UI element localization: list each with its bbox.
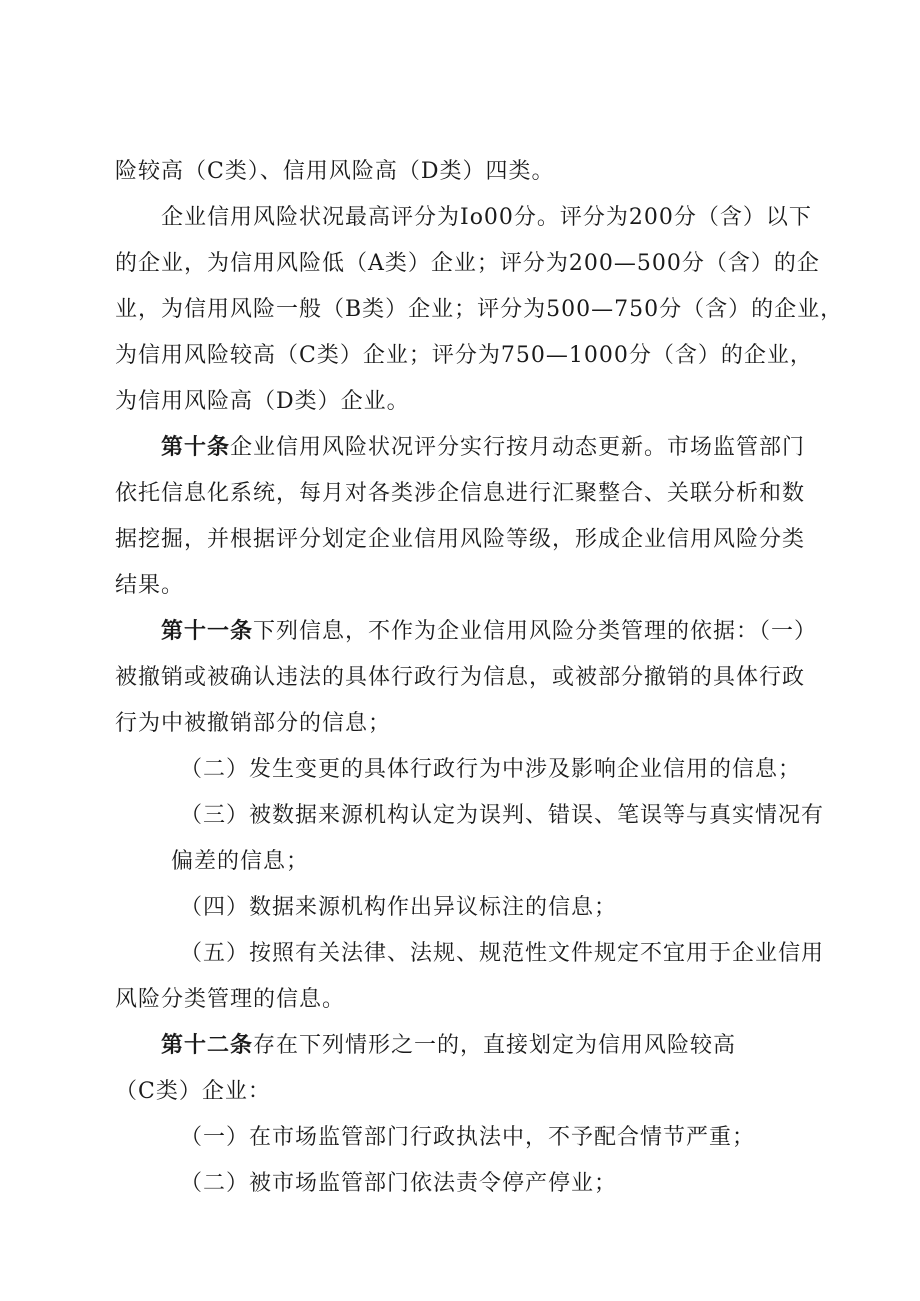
line-text: （C类）企业： — [115, 1079, 271, 1104]
line-text: 结果。 — [115, 573, 185, 598]
line-text: （一）在市场监管部门行政执法中，不予配合情节严重； — [180, 1125, 756, 1150]
line-text: 下列信息，不作为企业信用风险分类管理的依据：（一） — [253, 619, 818, 644]
text-line — [180, 801, 824, 831]
text-line — [115, 341, 813, 371]
text-line — [115, 571, 184, 601]
line-text: 的企业，为信用风险低（A类）企业；评分为200—500分（含）的企 — [115, 251, 820, 276]
text-line — [161, 203, 812, 233]
line-text: 存在下列情形之一的，直接划定为信用风险较高 — [253, 1033, 737, 1058]
text-line — [115, 295, 843, 325]
text-line — [180, 939, 824, 969]
line-text: 被撤销或被确认违法的具体行政行为信息，或被部分撤销的具体行政 — [115, 665, 806, 690]
text-line — [161, 1031, 736, 1061]
line-text: （三）被数据来源机构认定为误判、错误、笔误等与真实情况有 — [180, 803, 825, 828]
line-text: 据挖掘，并根据评分划定企业信用风险等级，形成企业信用风险分类 — [115, 527, 806, 552]
line-text: 企业信用风险状况评分实行按月动态更新。市场监管部门 — [230, 435, 806, 460]
line-text: （二）被市场监管部门依法责令停产停业； — [180, 1171, 618, 1196]
text-line — [115, 387, 410, 417]
text-line — [115, 663, 805, 693]
line-text: 行为中被撤销部分的信息； — [115, 711, 392, 736]
line-text: 偏差的信息； — [171, 849, 310, 874]
line-text: 风险分类管理的信息。 — [115, 987, 346, 1012]
line-text: （五）按照有关法律、法规、规范性文件规定不宜用于企业信用 — [180, 941, 825, 966]
line-text: （四）数据来源机构作出异议标注的信息； — [180, 895, 618, 920]
text-line — [171, 847, 309, 877]
line-text: 为信用风险较高（C类）企业；评分为750—1000分（含）的企业， — [115, 343, 813, 368]
article-heading: 第十一条 — [161, 619, 254, 644]
line-text: 企业信用风险状况最高评分为Io00分。评分为200分（含）以下 — [161, 205, 812, 230]
text-line — [115, 709, 391, 739]
text-line — [180, 893, 617, 923]
article-heading: 第十二条 — [161, 1033, 254, 1058]
text-line — [115, 985, 345, 1015]
text-line — [161, 433, 805, 463]
text-line — [115, 249, 820, 279]
text-line — [115, 479, 805, 509]
article-heading: 第十条 — [161, 435, 231, 460]
line-text: 业，为信用风险一般（B类）企业；评分为500—750分（含）的企业， — [115, 297, 844, 322]
text-line — [115, 525, 805, 555]
text-line — [180, 755, 801, 785]
text-line — [161, 617, 817, 647]
text-line — [180, 1123, 755, 1153]
line-text: 为信用风险高（D类）企业。 — [115, 389, 410, 414]
text-line — [180, 1169, 617, 1199]
text-line — [115, 1077, 271, 1107]
line-text: 依托信息化系统，每月对各类涉企信息进行汇聚整合、关联分析和数 — [115, 481, 806, 506]
text-line — [115, 157, 554, 187]
line-text: （二）发生变更的具体行政行为中涉及影响企业信用的信息； — [180, 757, 802, 782]
line-text: 险较高（C类）、信用风险高（D类）四类。 — [115, 159, 555, 184]
